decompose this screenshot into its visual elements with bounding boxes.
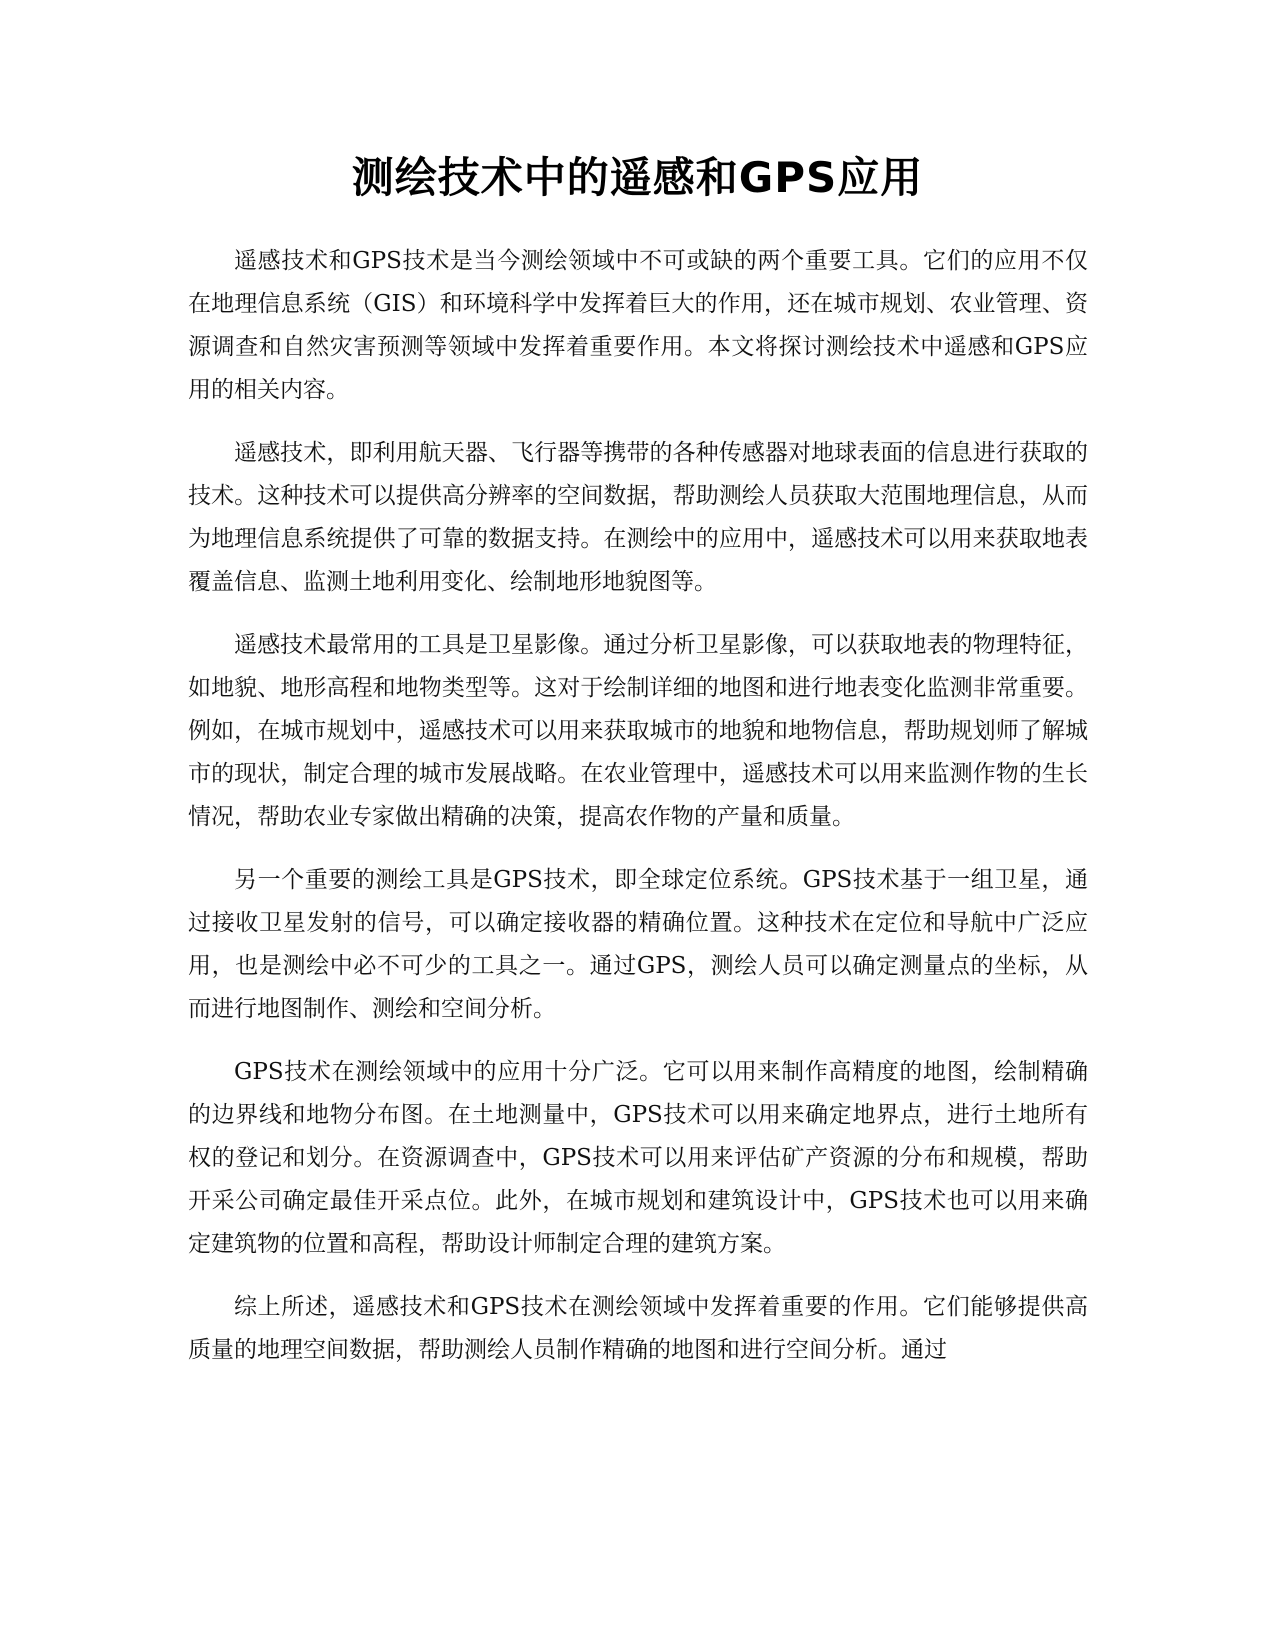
document-body — [188, 240, 1088, 1392]
paragraph-gps-applications: GPS技术在测绘领域中的应用十分广泛。它可以用来制作高精度的地图，绘制精确的边界线和地物分布图。在土地测量中，GPS技术可以用来确定地界点，进行土地所有权的登记和划分。在资源调查中，GPS技术可以用来评估矿产资源的分布和规模，帮助开采公司确定最佳开采点位。此外，在城市规划和建筑设计中，GPS技术也可以用来确定建筑物的位置和高程，帮助设计师制定合理的建筑方案。 — [188, 1059, 1088, 1257]
document-title: 测绘技术中的遥感和GPS应用 — [351, 153, 924, 202]
paragraph-gps-definition: 另一个重要的测绘工具是GPS技术，即全球定位系统。GPS技术基于一组卫星，通过接收卫星发射的信号，可以确定接收器的精确位置。这种技术在定位和导航中广泛应用，也是测绘中必不可少的工具之一。通过GPS，测绘人员可以确定测量点的坐标，从而进行地图制作、测绘和空间分析。 — [188, 867, 1088, 1022]
paragraph-conclusion: 综上所述，遥感技术和GPS技术在测绘领域中发挥着重要的作用。它们能够提供高质量的地理空间数据，帮助测绘人员制作精确的地图和进行空间分析。通过 — [188, 1294, 1088, 1363]
paragraph-satellite-imagery: 遥感技术最常用的工具是卫星影像。通过分析卫星影像，可以获取地表的物理特征，如地貌、地形高程和地物类型等。这对于绘制详细的地图和进行地表变化监测非常重要。例如，在城市规划中，遥感技术可以用来获取城市的地貌和地物信息，帮助规划师了解城市的现状，制定合理的城市发展战略。在农业管理中，遥感技术可以用来监测作物的生长情况，帮助农业专家做出精确的决策，提高农作物的产量和质量。 — [188, 632, 1088, 830]
paragraph-remote-sensing-definition: 遥感技术，即利用航天器、飞行器等携带的各种传感器对地球表面的信息进行获取的技术。这种技术可以提供高分辨率的空间数据，帮助测绘人员获取大范围地理信息，从而为地理信息系统提供了可靠的数据支持。在测绘中的应用中，遥感技术可以用来获取地表覆盖信息、监测土地利用变化、绘制地形地貌图等。 — [188, 440, 1088, 595]
paragraph-intro: 遥感技术和GPS技术是当今测绘领域中不可或缺的两个重要工具。它们的应用不仅在地理信息系统（GIS）和环境科学中发挥着巨大的作用，还在城市规划、农业管理、资源调查和自然灾害预测等领域中发挥着重要作用。本文将探讨测绘技术中遥感和GPS应用的相关内容。 — [188, 248, 1088, 403]
